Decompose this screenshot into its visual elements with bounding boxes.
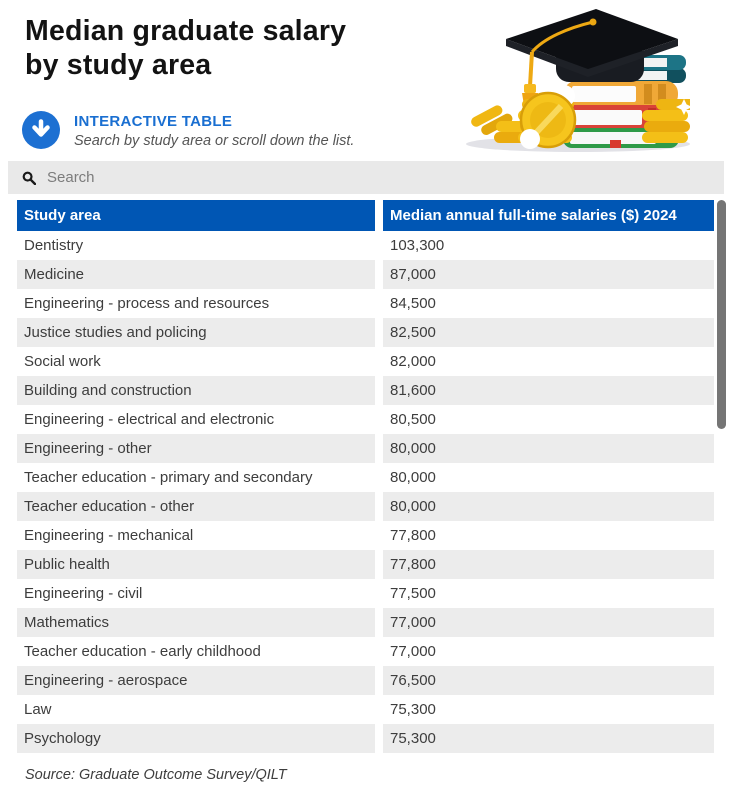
column-header-study-area: Study area [17,200,375,231]
study-area-cell: Law [17,695,375,724]
search-icon [22,171,36,185]
table-row [17,579,714,608]
study-area-cell: Building and construction [17,376,375,405]
table-row [17,347,714,376]
study-area-cell: Engineering - electrical and electronic [17,405,375,434]
study-area-cell: Medicine [17,260,375,289]
column-header-salary: Median annual full-time salaries ($) 2024 [383,200,714,231]
study-area-cell: Engineering - civil [17,579,375,608]
salary-table [17,200,714,753]
table-row [17,637,714,666]
table-row [17,550,714,579]
salary-cell: 82,500 [383,318,714,347]
table-row [17,463,714,492]
scrollbar-thumb[interactable] [717,200,726,429]
study-area-cell: Engineering - mechanical [17,521,375,550]
study-area-cell: Dentistry [17,231,375,260]
table-row [17,231,714,260]
table-row [17,521,714,550]
salary-cell: 77,000 [383,637,714,666]
graduation-cap-books-coins-illustration [460,2,690,154]
study-area-cell: Social work [17,347,375,376]
interactive-table-label: INTERACTIVE TABLE [74,113,233,130]
table-row [17,666,714,695]
study-area-cell: Teacher education - early childhood [17,637,375,666]
study-area-cell: Engineering - other [17,434,375,463]
salary-cell: 80,000 [383,463,714,492]
table-row [17,405,714,434]
salary-cell: 84,500 [383,289,714,318]
search-input[interactable] [45,168,665,187]
table-body [17,231,714,753]
kicker-subtitle: Search by study area or scroll down the list. [74,133,355,149]
study-area-cell: Justice studies and policing [17,318,375,347]
table-row [17,318,714,347]
study-area-cell: Engineering - process and resources [17,289,375,318]
study-area-cell: Mathematics [17,608,375,637]
salary-cell: 77,800 [383,521,714,550]
table-row [17,376,714,405]
table-row [17,289,714,318]
table-row [17,260,714,289]
salary-cell: 77,000 [383,608,714,637]
page-title-line2: by study area [25,49,212,81]
down-arrow-circle-icon [22,111,60,149]
table-row [17,492,714,521]
salary-cell: 82,000 [383,347,714,376]
salary-cell: 77,500 [383,579,714,608]
source-note: Source: Graduate Outcome Survey/QILT [25,767,287,783]
table-row [17,434,714,463]
salary-cell: 87,000 [383,260,714,289]
table-header-row [17,200,714,231]
salary-cell: 80,000 [383,492,714,521]
study-area-cell: Psychology [17,724,375,753]
salary-cell: 75,300 [383,695,714,724]
study-area-cell: Public health [17,550,375,579]
page-title-line1: Median graduate salary [25,15,347,47]
study-area-cell: Teacher education - primary and secondary [17,463,375,492]
table-row [17,724,714,753]
salary-cell: 103,300 [383,231,714,260]
study-area-cell: Engineering - aerospace [17,666,375,695]
study-area-cell: Teacher education - other [17,492,375,521]
salary-cell: 80,000 [383,434,714,463]
salary-cell: 80,500 [383,405,714,434]
salary-cell: 77,800 [383,550,714,579]
search-bar[interactable] [8,161,724,194]
table-row [17,695,714,724]
salary-cell: 81,600 [383,376,714,405]
salary-cell: 76,500 [383,666,714,695]
salary-cell: 75,300 [383,724,714,753]
table-row [17,608,714,637]
